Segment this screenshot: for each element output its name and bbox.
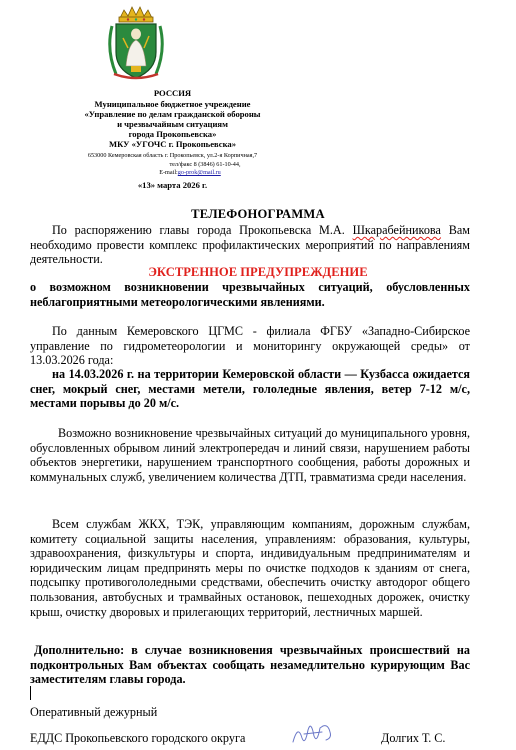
additional-paragraph: Дополнительно: в случае возникновения чрезвычайных происшествий на подконтрольных Вам объектах сообщать незамедлительно курирующим Вас заместителям главы города. <box>30 643 470 687</box>
signature-role-line-2: ЕДДС Прокопьевского городского округа <box>30 731 246 745</box>
org-line-1: Муниципальное бюджетное учреждение <box>94 99 251 109</box>
forecast-paragraph: на 14.03.2026 г. на территории Кемеровской области — Кузбасса ожидается снег, мокрый снег, местами метели, гололедные явления, ветер 7-12 м/с, местами порывы до 20 м/с. <box>30 367 470 411</box>
email-line <box>60 169 320 178</box>
document-date: «13» марта 2026 г. <box>137 180 208 190</box>
intro-text-2: Вам необходимо провести комплекс профилактических мероприятий по направлениям деятельности. <box>30 223 470 267</box>
alert-heading: ЭКСТРЕННОЕ ПРЕДУПРЕЖДЕНИЕ <box>148 265 368 279</box>
org-line-4: города Прокопьевска» <box>128 129 217 139</box>
email-link[interactable]: go-prok@mail.ru <box>177 169 221 176</box>
signature-role-line-1: Оперативный дежурный <box>30 705 158 719</box>
source-paragraph: По данным Кемеровского ЦГМС - филиала ФГБУ «Западно-Сибирское управление по гидрометеорологии и мониторингу окружающей среды» от 13.03.2026 года: <box>30 324 470 368</box>
phone-line: тел/факс 8 (3846) 61-10-44, <box>169 161 241 168</box>
signatory-name: Долгих Т. С. <box>381 731 446 745</box>
services-paragraph: Всем службам ЖКХ, ТЭК, управляющим компаниям, дорожным службам, комитету социальной защиты населения, управлениям: образования, культуры, здравоохранения, физкультуры и спорта, индивидуальным предпринимателям и юридическим лицам предпринять меры по очистке подходов к зданиям от снега, подсыпку противогололедными средствами, обеспечить очистку автодорог общего пользования, автобусных и трамвайных остановок, пешеходных дорожек, очистку крыш, очистку дворовых и прилегающих территорий, лестничных маршей. <box>30 517 470 619</box>
org-line-2: «Управление по делам гражданской обороны <box>84 109 261 119</box>
text-cursor <box>30 686 31 700</box>
handwritten-signature <box>290 718 336 748</box>
official-name: Шкарабейникова <box>352 223 441 237</box>
intro-text-1: По распоряжению главы города Прокопьевска М.А. <box>52 223 353 237</box>
org-line-3: и чрезвычайным ситуациям <box>117 119 228 129</box>
alert-subheading: о возможном возникновении чрезвычайных ситуаций, обусловленных неблагоприятными метеорологическими явлениями. <box>30 280 470 309</box>
intro-paragraph <box>30 223 470 267</box>
risk-paragraph: Возможно возникновение чрезвычайных ситуаций до муниципального уровня, обусловленных обрывом линий электропередач и линий связи, нарушением работы объектов энергетики, нарушением транспортного сообщения, работы дорожных и коммунальных служб, увеличением количества ДТП, травматизма среди населения. <box>30 426 470 484</box>
country-label: РОССИЯ <box>153 88 192 98</box>
email-label: E-mail: <box>159 169 178 176</box>
org-line-5: МКУ «УГОЧС г. Прокопьевска» <box>108 139 237 149</box>
coat-of-arms-emblem <box>106 4 166 82</box>
address-line: 653000 Кемеровская область г. Прокопьевск, ул.2-я Корпичная,7 <box>87 152 258 159</box>
document-title: ТЕЛЕФОНОГРАММА <box>191 207 325 221</box>
